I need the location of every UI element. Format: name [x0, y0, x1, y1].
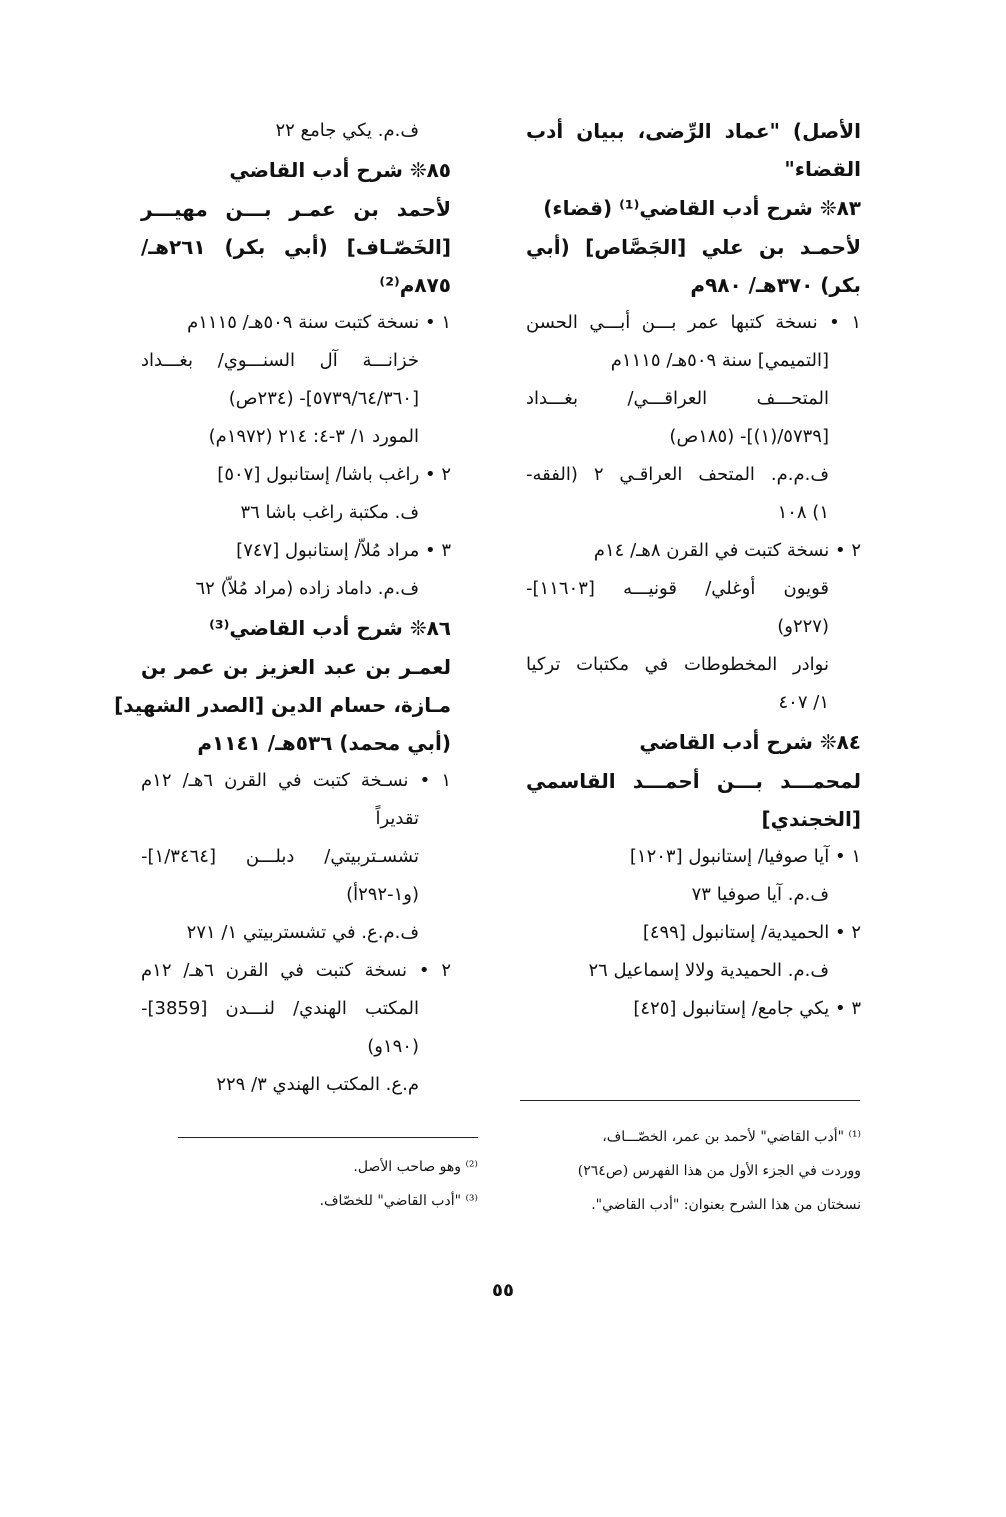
- right-column-line: ٢ • نسخة كتبت في القرن ٨هـ/ ١٤م: [593, 540, 861, 561]
- right-column-line: ١ • نسخة كتبها عمر بـــن أبـــي الحسن: [526, 312, 861, 333]
- right-column-line: ٨٣❊ شرح أدب القاضي⁽¹⁾ (قضاء): [543, 196, 861, 220]
- right-column-line: ف.م. الحميدية ولالا إسماعيل ٢٦: [588, 960, 829, 981]
- left-column-line: مـازة، حسام الدين [الصدر الشهيد]: [114, 693, 451, 717]
- left-column-line: (أبي محمد) ٥٣٦هـ/ ١١٤١م: [197, 731, 451, 755]
- left-column-line: ٢ • راغب باشا/ إستانبول [٥٠٧]: [217, 464, 451, 485]
- left-column-line: ف. مكتبة راغب باشا ٣٦: [240, 502, 419, 523]
- footnote-rule-left: [178, 1137, 478, 1138]
- left-column-line: المورد ١/ ٣-٤: ٢١٤ (١٩٧٢م): [208, 426, 419, 447]
- right-column-line: المتحـــف العراقـــي/ بغـــداد: [526, 388, 829, 409]
- right-column-line: لمحمـــد بـــن أحمـــد القاسمي: [526, 769, 861, 793]
- footnote-line: ووردت في الجزء الأول من هذا الفهرس (ص٢٦٤): [577, 1163, 861, 1179]
- left-column-line: ف.م.ع. في تشستربيتي ١/ ٢٧١: [186, 922, 419, 943]
- left-column-line: ٨٧٥م⁽²⁾: [379, 273, 451, 297]
- left-column-line: (١٩٠و): [367, 1036, 419, 1057]
- right-column-line: الأصل) "عماد الرِّضى، ببيان أدب: [526, 119, 861, 143]
- page-number: ٥٥: [492, 1280, 514, 1301]
- footnote-rule-right: [520, 1100, 860, 1101]
- left-column-line: ١ • نسخة كتبت سنة ٥٠٩هـ/ ١١١٥م: [187, 312, 451, 333]
- footnote-line: ⁽²⁾ وهو صاحب الأصل.: [353, 1159, 478, 1175]
- left-column-line: ٣ • مراد مُلاّ/ إستانبول [٧٤٧]: [236, 540, 451, 561]
- left-column-line: لأحمد بن عمـر بـــن مهيـــر: [141, 197, 451, 221]
- left-column-line: لعمـر بن عبد العزيز بن عمر بن: [141, 655, 451, 679]
- left-column-line: ٢ • نسخة كتبت في القرن ٦هـ/ ١٢م: [141, 960, 451, 981]
- footnotes-left: [178, 1150, 478, 1218]
- left-column-line: [٥٧٣٩/٦٤/٣٦٠]- (٢٣٤ص): [228, 388, 419, 409]
- right-column-line: ٢ • الحميدية/ إستانبول [٤٩٩]: [642, 922, 861, 943]
- left-column-line: (و١-٢٩٢أ): [346, 884, 419, 905]
- right-column-line: ١) ١٠٨: [777, 502, 829, 523]
- right-column-line: بكر) ٣٧٠هـ/ ٩٨٠م: [690, 273, 861, 297]
- right-column-line: قويون أوغلي/ قونيـــه [١١٦٠٣]-: [526, 578, 829, 599]
- right-column-line: ف.م.م. المتحف العراقـي ٢ (الفقه-: [526, 464, 829, 485]
- left-column-line: ٨٦❊ شرح أدب القاضي⁽³⁾: [209, 616, 451, 640]
- right-column-line: ٨٤❊ شرح أدب القاضي: [639, 730, 861, 754]
- footnote-line: نسختان من هذا الشرح بعنوان: "أدب القاضي".: [591, 1197, 861, 1213]
- left-column: [114, 112, 451, 1104]
- right-column-line: [٥٧٣٩/(١)]- (١٨٥ص): [669, 426, 829, 447]
- left-column-line: ف.م. داماد زاده (مراد مُلاّ) ٦٢: [195, 578, 419, 599]
- left-column-line: تشسـتربيتي/ دبلـــن [١/٣٤٦٤]-: [141, 846, 419, 867]
- right-column-line: نوادر المخطوطات في مكتبات تركيا: [526, 654, 829, 675]
- right-column-line: (٢٢٧و): [777, 616, 829, 637]
- left-column-line: خزانـــة آل السنـــوي/ بغـــداد: [141, 350, 419, 371]
- right-column-line: لأحمـد بن علي [الجَصَّاص] (أبي: [526, 235, 861, 259]
- right-column-line: ١/ ٤٠٧: [778, 692, 829, 713]
- right-column-line: [التميمي] سنة ٥٠٩هـ/ ١١١٥م: [610, 350, 829, 371]
- right-column-line: القضاء": [784, 157, 861, 181]
- footnotes-right: [521, 1120, 861, 1222]
- left-column-line: ٨٥❊ شرح أدب القاضي: [229, 158, 451, 182]
- footnote-line: ⁽³⁾ "أدب القاضي" للخصّاف.: [319, 1193, 478, 1209]
- right-column-line: [الخجندي]: [761, 807, 861, 831]
- left-column-line: تقديراً: [375, 808, 419, 829]
- right-column-line: ٣ • يكي جامع/ إستانبول [٤٢٥]: [633, 998, 861, 1019]
- footnote-line: ⁽¹⁾ "أدب القاضي" لأحمد بن عمر، الخصّـــاف،: [602, 1129, 861, 1145]
- left-column-line: ف.م. يكي جامع ٢٢: [275, 120, 419, 141]
- right-column: [526, 112, 861, 1028]
- right-column-line: ف.م. آيا صوفيا ٧٣: [691, 884, 829, 905]
- right-column-line: ١ • آيا صوفيا/ إستانبول [١٢٠٣]: [629, 846, 861, 867]
- left-column-line: ١ • نسـخة كتبت في القرن ٦هـ/ ١٢م: [141, 770, 451, 791]
- left-column-line: [الخَصّـاف] (أبي بكر) ٢٦١هـ/: [141, 235, 451, 259]
- left-column-line: المكتب الهندي/ لنـــدن [3859]-: [141, 998, 419, 1019]
- left-column-line: م.ع. المكتب الهندي ٣/ ٢٢٩: [216, 1074, 419, 1095]
